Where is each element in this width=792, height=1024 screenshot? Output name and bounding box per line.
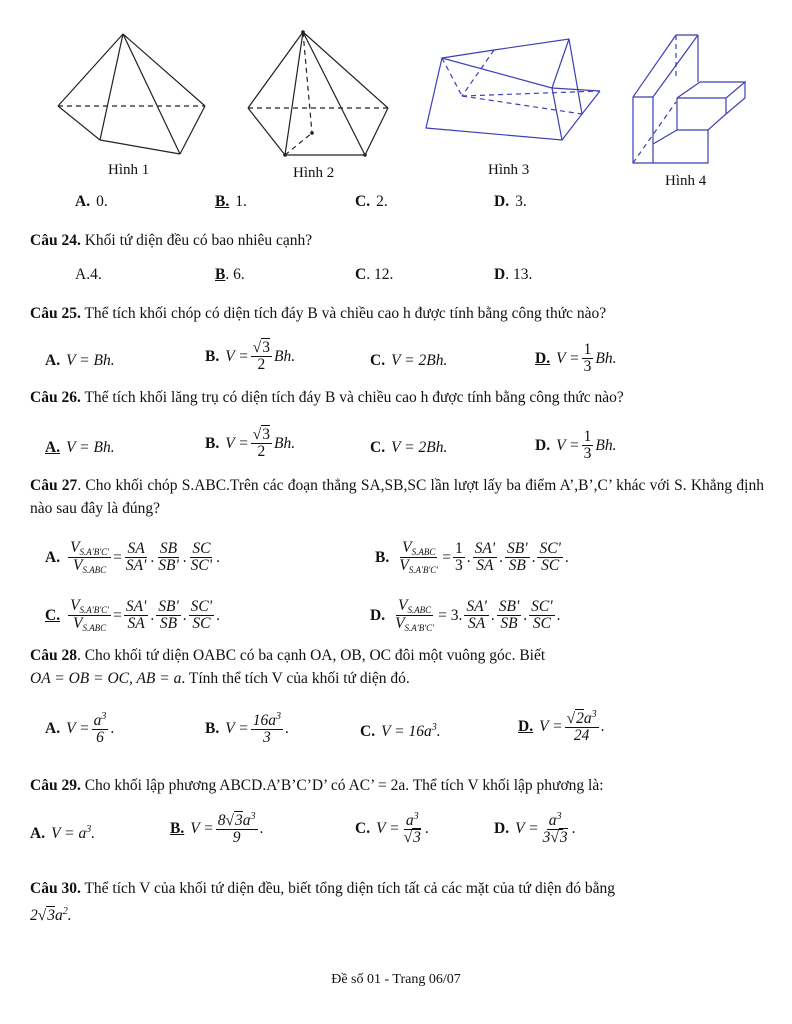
q26-answer-c[interactable]: C. V = 2Bh.	[370, 439, 448, 456]
q30-stem: Câu 30. Thể tích V của khối tứ diện đều, biết tổng diện tích tất cả các mặt của tứ diện đó bằng $2√3a^2$.	[30, 880, 616, 924]
figure-label-1: Hình 1	[108, 162, 150, 178]
q25-answer-d[interactable]: D. V = $\frac{1}{3}$ Bh.	[535, 341, 617, 376]
q26-answer-b[interactable]: B. V = $\frac{√3}{2}$ Bh.	[205, 426, 296, 461]
figure-hinh-3	[422, 36, 602, 141]
q29-answer-b[interactable]: B. V = $\frac{8√3a^3}{9}$ .	[170, 811, 264, 847]
q29-stem: Câu 29. Cho khối lập phương ABCD.A’B’C’D’ có AC’ = 2a. Thể tích V khối lập phương là:	[30, 777, 604, 794]
q29-answer-c[interactable]: C. V = $\frac{a^3}{√3}$ .	[355, 811, 429, 847]
q26-stem: Câu 26. Thể tích khối lăng trụ có diện tích đáy B và chiều cao h được tính bằng công thức nào?	[30, 389, 624, 406]
q26-answer-a[interactable]: A. V = Bh.	[45, 439, 115, 456]
q23-answer-a[interactable]: A. 0.	[75, 193, 108, 210]
q25-answer-c[interactable]: C. V = 2Bh.	[370, 352, 448, 369]
q24-answer-d[interactable]: D . 13.	[494, 266, 533, 283]
q24-answer-b[interactable]: B . 6.	[215, 266, 245, 283]
q24-answer-c[interactable]: C . 12.	[355, 266, 394, 283]
q25-stem: Câu 25. Thể tích khối chóp có diện tích đáy B và chiều cao h được tính bằng công thức nào?	[30, 305, 607, 322]
figure-label-4: Hình 4	[665, 173, 707, 189]
q28-answer-c[interactable]: C. $V = 16a^3$.	[360, 722, 441, 740]
q28-answer-b[interactable]: B. V = $\frac{16a^3}{3}$ .	[205, 711, 289, 747]
q28-stem: Câu 28. Cho khối tứ diện OABC có ba cạnh OA, OB, OC đôi một vuông góc. Biết OA = OB = OC, AB = a. Tính thể tích V của khối tứ diện đó.	[30, 647, 546, 687]
q27-answer-a[interactable]: A. $\frac{V_{S.A'B'C'}}{V_{S.ABC}}$ = $\frac{SA}{SA'}$ . $\frac{SB}{SB'}$ . $\frac{SC}{SC'}$ .	[45, 539, 220, 576]
figure-hinh-4	[630, 32, 755, 167]
q26-answer-d[interactable]: D. V = $\frac{1}{3}$ Bh.	[535, 428, 617, 463]
q28-answer-a[interactable]: A. V = $\frac{a^3}{6}$ .	[45, 711, 115, 747]
figure-label-3: Hình 3	[488, 162, 530, 178]
q25-answer-b[interactable]: B. V = $\frac{√3}{2}$ Bh.	[205, 339, 296, 374]
q27-answer-c[interactable]: C. $\frac{V_{S.A'B'C'}}{V_{S.ABC}}$ = $\frac{SA'}{SA}$ . $\frac{SB'}{SB}$ . $\frac{SC'}{SC}$ .	[45, 597, 220, 634]
q23-answer-c[interactable]: C. 2.	[355, 193, 388, 210]
q23-answer-d[interactable]: D. 3.	[494, 193, 527, 210]
q23-answer-b[interactable]: B. 1.	[215, 193, 247, 210]
q24-stem: Câu 24. Khối tứ diện đều có bao nhiêu cạnh?	[30, 232, 313, 249]
q27-answer-b[interactable]: B. $\frac{V_{S.ABC}}{V_{S.A'B'C'}}$ = $\frac{1}{3}$ . $\frac{SA'}{SA}$ . $\frac{SB'}{SB}$ . $\frac{SC'}{SC}$ .	[375, 539, 569, 576]
q29-answer-d[interactable]: D. V = $\frac{a^3}{3√3}$ .	[494, 811, 576, 847]
q25-answer-a[interactable]: A. V = Bh.	[45, 352, 115, 369]
figure-hinh-1	[50, 30, 210, 160]
q27-answer-d[interactable]: D. $\frac{V_{S.ABC}}{V_{S.A'B'C'}}$ = 3. $\frac{SA'}{SA}$ . $\frac{SB'}{SB}$ . $\frac{SC'}{SC}$ .	[370, 597, 561, 634]
figure-hinh-2	[240, 28, 390, 160]
q29-answer-a[interactable]: A. $V = a^3$.	[30, 824, 96, 842]
figure-label-2: Hình 2	[293, 165, 335, 181]
q27-stem: Câu 27. Cho khối chóp S.ABC.Trên các đoạn thẳng SA,SB,SC lần lượt lấy ba điểm A’,B’,C’ khác với S. Khẳng định nào sau đây là đúng?	[30, 477, 764, 517]
page-footer: Đề số 01 - Trang 06/07	[331, 972, 461, 987]
q24-answer-a[interactable]: A. 4.	[75, 266, 102, 283]
q28-answer-d[interactable]: D. V = $\frac{√2a^3}{24}$ .	[518, 709, 605, 745]
